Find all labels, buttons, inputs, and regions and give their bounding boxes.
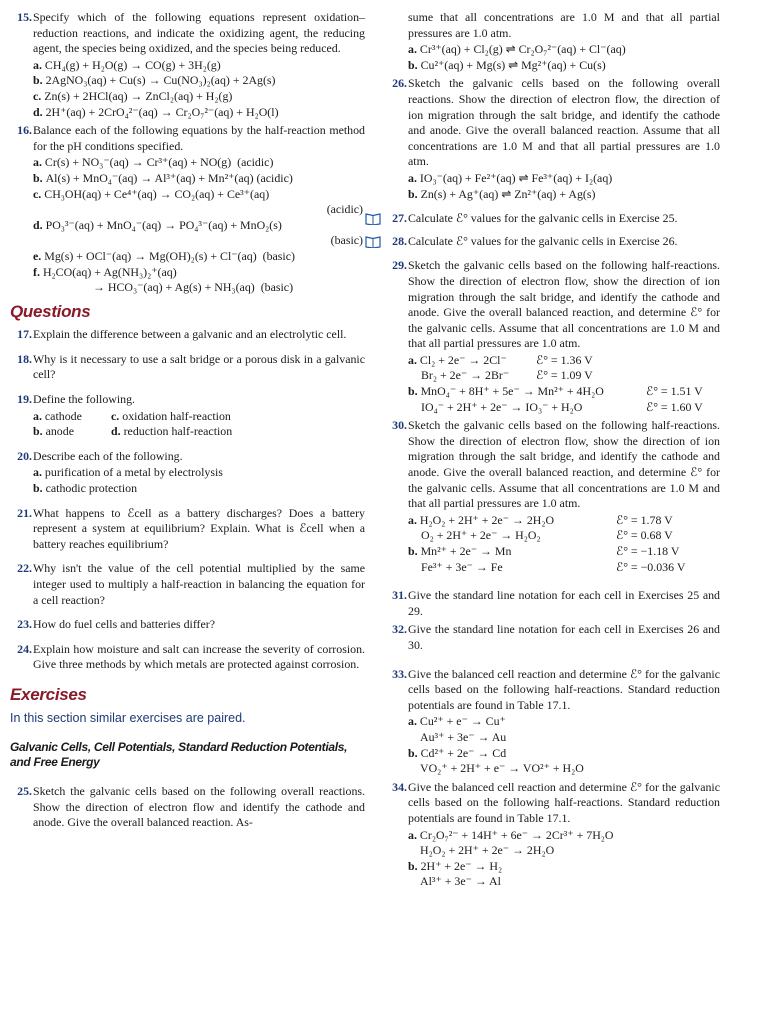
part-equation: H₂CO(aq) + Ag(NH₃)₂⁺(aq): [42, 264, 177, 279]
half-reaction: Fe³⁺ + 3e⁻ → Fe: [421, 559, 503, 574]
half-reaction: O₂ + 2H⁺ + 2e⁻ → H₂O₂: [421, 528, 541, 543]
question-text: Sketch the galvanic cells based on the following half-reactions. Show the direction of electron flow, show the direction of ion migration through the salt bridge, and identify the cathode and anode. Give the overall balanced reaction, and determine ℰ° for the galvanic cells. Assume that all concentrations are 1.0 M and that all partial pressures are 1.0 atm.: [408, 258, 720, 351]
question-text: Specify which of the following equations represent oxidation–reduction reactions, and indicate the oxidizing agent, the reducing agent, the species being oxidized, and the species being reduced.: [33, 10, 365, 56]
part-equation: Mg(s) + OCl⁻(aq) → Mg(OH)₂(s) + Cl⁻(aq): [44, 248, 257, 263]
question-22: [10, 561, 365, 608]
question-31: [385, 588, 720, 619]
part-label: a.: [408, 714, 417, 729]
question-text: Give the balanced cell reaction and determine ℰ° for the galvanic cells based on the following half-reactions. Standard reduction potentials are found in Table 17.1.: [408, 666, 720, 712]
question-text: How do fuel cells and batteries differ?: [33, 617, 216, 632]
section-heading-questions: Questions: [10, 301, 91, 321]
question-26-parts: [385, 171, 720, 202]
question-text: Sketch the galvanic cells based on the following overall reactions. Show the direction of electron flow, the direction of ion migration through the salt bridge, and identify the cathode and anode. Give the overall balanced reaction. Assume that all concentrations are 1.0 M and that all partial pressures are 1.0 atm.: [408, 76, 720, 169]
question-34-parts: [385, 828, 720, 890]
question-30: [385, 418, 720, 512]
part-text: reduction half-reaction: [123, 424, 233, 439]
part-label: b.: [408, 57, 418, 72]
part-label: a.: [408, 512, 417, 527]
standard-potential: ℰ° = 0.68 V: [616, 528, 673, 543]
question-text: Explain how moisture and salt can increase the severity of corrosion. Give three methods by which metals are protected against corrosion.: [33, 641, 365, 672]
part-equation: 2AgNO₃(aq) + Cu(s) → Cu(NO₃)₂(aq) + 2Ag(s): [45, 73, 276, 88]
half-reaction: Au³⁺ + 3e⁻ → Au: [420, 729, 507, 744]
question-28: [385, 234, 720, 250]
part-equation-continued: → HCO₃⁻(aq) + Ag(s) + NH₃(aq): [93, 280, 255, 295]
part-condition: (acidic): [326, 202, 363, 217]
book-icon: [365, 212, 381, 225]
question-text: Why is it necessary to use a salt bridge or a porous disk in a galvanic cell?: [33, 351, 365, 382]
question-25: [10, 784, 365, 831]
part-text: purification of a metal by electrolysis: [44, 465, 223, 480]
half-reaction: Br₂ + 2e⁻ → 2Br⁻: [421, 368, 510, 383]
standard-potential: ℰ° = 1.36 V: [536, 352, 593, 367]
part-label: a.: [33, 408, 42, 423]
question-number: 17.: [17, 327, 32, 342]
question-number: 31.: [392, 588, 407, 603]
half-reaction: H₂O₂ + 2H⁺ + 2e⁻ → 2H₂O: [419, 512, 555, 527]
part-label: b.: [33, 424, 43, 439]
half-reaction: 2H⁺ + 2e⁻ → H₂: [420, 858, 503, 873]
half-reaction: Al³⁺ + 3e⁻ → Al: [420, 874, 501, 889]
part-label: c.: [111, 408, 120, 423]
question-number: 18.: [17, 351, 32, 366]
question-text: What happens to ℰcell as a battery discharges? Does a battery represent a system at equilibrium? Explain. What is ℰcell when a battery reaches equilibrium?: [33, 505, 365, 551]
part-equation: IO₃⁻(aq) + Fe²⁺(aq) ⇌ Fe³⁺(aq) + I₂(aq): [419, 170, 613, 185]
question-number: 16.: [17, 123, 32, 138]
half-reaction: IO₄⁻ + 2H⁺ + 2e⁻ → IO₃⁻ + H₂O: [421, 399, 583, 414]
part-label: b.: [33, 481, 43, 496]
part-label: a.: [33, 155, 42, 170]
standard-potential: ℰ° = 1.78 V: [616, 512, 673, 527]
question-23: [10, 617, 365, 633]
question-text: Why isn't the value of the cell potential multiplied by the same integer used to multiply a half-reaction in balancing the equation for a cell reaction?: [33, 561, 365, 607]
section-heading-exercises: Exercises: [10, 684, 87, 704]
half-reaction: Cr₂O₇²⁻ + 14H⁺ + 6e⁻ → 2Cr³⁺ + 7H₂O: [419, 827, 614, 842]
question-29-parts: [385, 353, 720, 415]
question-16-parts: [10, 155, 365, 295]
question-19-parts: [10, 409, 365, 440]
part-label: c.: [33, 186, 42, 201]
part-equation: Al(s) + MnO₄⁻(aq) → Al³⁺(aq) + Mn²⁺(aq): [45, 170, 254, 185]
question-15-parts: [10, 58, 365, 120]
question-number: 22.: [17, 561, 32, 576]
part-label: c.: [33, 88, 42, 103]
question-text: Sketch the galvanic cells based on the following half-reactions. Show the direction of electron flow, show the direction of ion migration through the salt bridge, and identify the cathode and anode. Give the overall balanced reaction, and determine ℰ° for the galvanic cells. Assume that all concentrations are 1.0 M and that all partial pressures are 1.0 atm.: [408, 418, 720, 511]
question-number: 28.: [392, 233, 407, 248]
half-reaction: Cu²⁺ + e⁻ → Cu⁺: [419, 714, 506, 729]
part-label: a.: [408, 170, 417, 185]
exercises-subheading: Galvanic Cells, Cell Potentials, Standard Reduction Potentials, and Free Energy: [10, 740, 348, 770]
question-number: 34.: [392, 779, 407, 794]
part-label: a.: [408, 352, 417, 367]
part-condition: (basic): [262, 248, 295, 263]
part-label: d.: [33, 217, 43, 232]
part-text: oxidation half-reaction: [122, 408, 231, 423]
question-26: [385, 76, 720, 170]
standard-potential: ℰ° = 1.60 V: [646, 399, 703, 414]
part-equation: Cr(s) + NO₃⁻(aq) → Cr³⁺(aq) + NO(g): [44, 155, 232, 170]
question-25-continued: [385, 10, 720, 41]
part-text: anode: [45, 424, 74, 439]
question-19: [10, 392, 365, 408]
standard-potential: ℰ° = −0.036 V: [616, 559, 686, 574]
part-label: a.: [33, 465, 42, 480]
standard-potential: ℰ° = −1.18 V: [616, 544, 680, 558]
question-number: 19.: [17, 392, 32, 407]
question-32: [385, 622, 720, 653]
half-reaction: H₂O₂ + 2H⁺ + 2e⁻ → 2H₂O: [420, 843, 555, 858]
part-label: b.: [408, 858, 418, 873]
question-number: 32.: [392, 622, 407, 637]
part-label: a.: [408, 42, 417, 57]
question-24: [10, 642, 365, 673]
left-column: [10, 10, 365, 834]
part-label: b.: [33, 170, 43, 185]
question-number: 29.: [392, 258, 407, 273]
part-text: cathode: [44, 408, 82, 423]
half-reaction: MnO₄⁻ + 8H⁺ + 5e⁻ → Mn²⁺ + 4H₂O: [420, 384, 604, 399]
part-condition: (basic): [260, 280, 294, 295]
part-condition: (acidic): [256, 170, 293, 185]
part-equation: CH₃OH(aq) + Ce⁴⁺(aq) → CO₂(aq) + Ce³⁺(aq): [44, 186, 270, 201]
right-column: [385, 10, 720, 893]
question-text: Sketch the galvanic cells based on the following overall reactions. Show the direction of electron flow and identify the cathode and anode. Give the overall balanced reaction. As-: [33, 784, 365, 830]
part-equation: CH₄(g) + H₂O(g) → CO(g) + 3H₂(g): [44, 57, 221, 72]
standard-potential: ℰ° = 1.09 V: [536, 368, 593, 383]
part-label: b.: [408, 384, 418, 399]
book-icon: [365, 235, 381, 248]
part-label: b.: [408, 186, 418, 201]
question-21: [10, 506, 365, 553]
standard-potential: ℰ° = 1.51 V: [646, 384, 703, 399]
part-equation: PO₃³⁻(aq) + MnO₄⁻(aq) → PO₄³⁻(aq) + MnO₂(s): [45, 217, 282, 232]
question-16: [10, 123, 365, 154]
question-text: Balance each of the following equations by the half-reaction method for the pH conditions specified.: [33, 123, 365, 153]
part-condition: (acidic): [237, 155, 274, 170]
question-number: 20.: [17, 448, 32, 463]
question-number: 30.: [392, 418, 407, 433]
half-reaction: VO₂⁺ + 2H⁺ + e⁻ → VO²⁺ + H₂O: [420, 761, 584, 776]
part-text: cathodic protection: [45, 481, 138, 496]
question-text: Describe each of the following.: [33, 448, 183, 463]
part-label: b.: [408, 745, 418, 760]
question-20: [10, 449, 365, 465]
part-equation: 2H⁺(aq) + 2CrO₄²⁻(aq) → Cr₂O₇²⁻(aq) + H₂O(l): [45, 104, 279, 119]
question-29: [385, 258, 720, 352]
part-label: a.: [408, 827, 417, 842]
question-30-parts: [385, 513, 720, 575]
question-25-parts: [385, 42, 720, 73]
part-label: b.: [408, 544, 418, 558]
question-text: sume that all concentrations are 1.0 M and that all partial pressures are 1.0 atm.: [408, 10, 720, 40]
part-equation: Zn(s) + Ag⁺(aq) ⇌ Zn²⁺(aq) + Ag(s): [420, 186, 596, 201]
half-reaction: Cl₂ + 2e⁻ → 2Cl⁻: [419, 352, 507, 367]
question-33: [385, 667, 720, 714]
part-equation: Zn(s) + 2HCl(aq) → ZnCl₂(aq) + H₂(g): [44, 88, 233, 103]
question-number: 15.: [17, 10, 32, 24]
question-33-parts: [385, 714, 720, 776]
question-text: Calculate ℰ° values for the galvanic cells in Exercise 26.: [408, 233, 678, 248]
part-label: a.: [33, 57, 42, 72]
part-label: d.: [33, 104, 43, 119]
question-number: 23.: [17, 617, 32, 632]
part-label: d.: [111, 424, 121, 439]
part-condition: (basic): [330, 233, 363, 248]
question-17: [10, 327, 365, 343]
question-20-parts: [10, 465, 365, 496]
part-label: e.: [33, 248, 42, 263]
question-number: 26.: [392, 76, 407, 91]
question-text: Define the following.: [33, 392, 136, 407]
question-15: [10, 10, 365, 57]
question-34: [385, 780, 720, 827]
part-label: f.: [33, 264, 40, 279]
question-18: [10, 352, 365, 383]
question-text: Give the balanced cell reaction and determine ℰ° for the galvanic cells based on the following half-reactions. Standard reduction potentials are found in Table 17.1.: [408, 779, 720, 825]
question-text: Give the standard line notation for each cell in Exercises 25 and 29.: [408, 588, 720, 618]
part-equation: Cr³⁺(aq) + Cl₂(g) ⇌ Cr₂O₇²⁻(aq) + Cl⁻(aq): [419, 42, 626, 57]
question-text: Explain the difference between a galvanic and an electrolytic cell.: [33, 327, 347, 342]
question-number: 27.: [392, 211, 407, 226]
half-reaction: Mn²⁺ + 2e⁻ → Mn: [420, 544, 512, 558]
question-text: Give the standard line notation for each cell in Exercises 26 and 30.: [408, 622, 720, 652]
question-27: [385, 211, 720, 227]
question-number: 21.: [17, 505, 32, 520]
question-number: 33.: [392, 666, 407, 681]
question-number: 25.: [17, 784, 32, 799]
exercises-intro: In this section similar exercises are paired.: [10, 710, 246, 725]
half-reaction: Cd²⁺ + 2e⁻ → Cd: [420, 745, 507, 760]
question-text: Calculate ℰ° values for the galvanic cells in Exercise 25.: [408, 211, 678, 226]
question-number: 24.: [17, 641, 32, 656]
part-label: b.: [33, 73, 43, 88]
part-equation: Cu²⁺(aq) + Mg(s) ⇌ Mg²⁺(aq) + Cu(s): [420, 57, 606, 72]
